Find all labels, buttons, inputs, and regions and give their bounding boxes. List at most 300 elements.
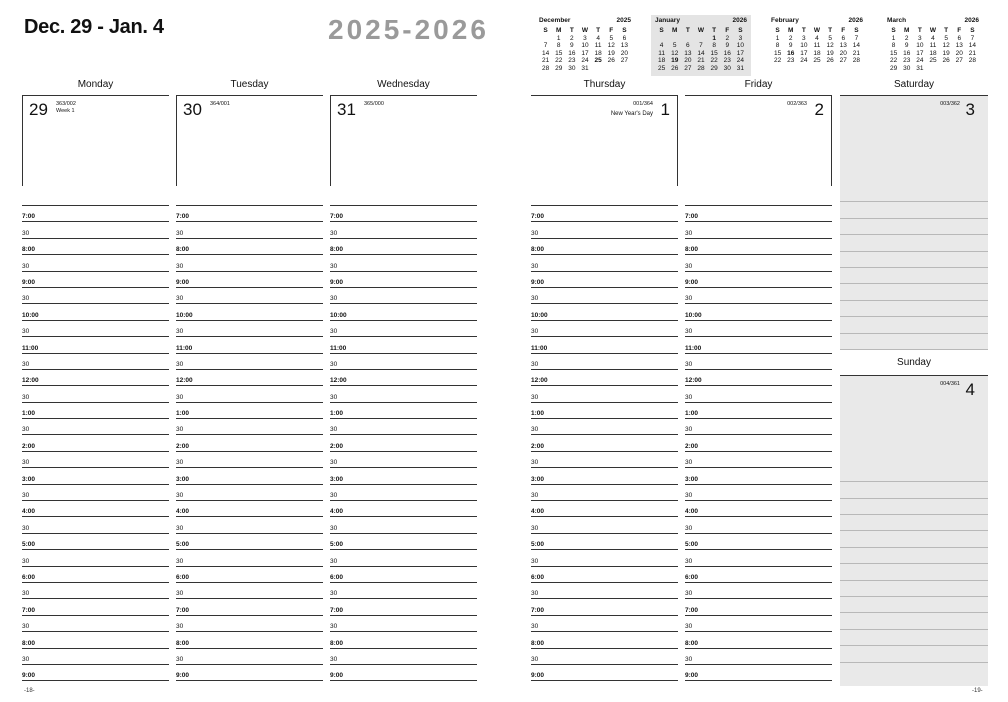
time-slot[interactable]: [176, 435, 323, 451]
time-slot[interactable]: [176, 452, 323, 468]
mini-calendar-day: 18: [657, 57, 666, 64]
time-slot[interactable]: [330, 239, 477, 255]
time-slot[interactable]: [330, 485, 477, 501]
time-slot[interactable]: [176, 419, 323, 435]
time-slot[interactable]: [685, 534, 832, 550]
time-slot[interactable]: [330, 599, 477, 615]
time-slot[interactable]: [22, 288, 169, 304]
time-label: 12:00: [176, 377, 193, 385]
time-slot[interactable]: [685, 403, 832, 419]
time-label: 30: [22, 459, 30, 467]
mini-calendar-day: 23: [568, 57, 576, 64]
time-slot[interactable]: [330, 583, 477, 599]
time-slot[interactable]: [22, 534, 169, 550]
mini-calendar-day: 24: [736, 57, 745, 64]
weekend-line[interactable]: [840, 646, 988, 662]
mini-calendar-day: 10: [736, 42, 745, 49]
weekend-line[interactable]: [840, 581, 988, 597]
time-slot[interactable]: [22, 567, 169, 583]
time-slot[interactable]: [531, 321, 678, 337]
time-label: 30: [330, 655, 338, 663]
time-slot[interactable]: [685, 632, 832, 648]
time-slot[interactable]: [531, 567, 678, 583]
mini-calendar-day: 21: [852, 49, 861, 57]
time-slot[interactable]: [330, 665, 477, 681]
time-slot[interactable]: [176, 222, 323, 238]
time-label: 8:00: [531, 246, 545, 254]
time-label: 4:00: [531, 508, 545, 516]
time-slot[interactable]: [685, 550, 832, 566]
time-label: 9:00: [531, 278, 545, 286]
mini-calendar-december: [535, 15, 635, 76]
time-slot[interactable]: [531, 485, 678, 501]
mini-calendar-day: [618, 65, 631, 73]
weekend-line[interactable]: [840, 186, 988, 202]
time-slot[interactable]: [330, 501, 477, 517]
time-slot[interactable]: [176, 255, 323, 271]
mini-calendar-day: 7: [970, 34, 975, 42]
time-label: 30: [531, 328, 539, 336]
time-slot[interactable]: [330, 534, 477, 550]
mini-calendar-day: 8: [712, 42, 716, 49]
time-label: 30: [22, 360, 30, 368]
time-slot[interactable]: [531, 304, 678, 320]
time-slot[interactable]: [531, 517, 678, 533]
time-slot[interactable]: [531, 222, 678, 238]
time-slot[interactable]: [176, 239, 323, 255]
time-slot[interactable]: [330, 419, 477, 435]
time-slot[interactable]: [531, 272, 678, 288]
weekend-line[interactable]: [840, 613, 988, 629]
time-slot[interactable]: [22, 649, 169, 665]
time-label: 30: [22, 295, 30, 303]
time-slot[interactable]: [531, 583, 678, 599]
time-label: 30: [330, 426, 338, 434]
time-slot[interactable]: [22, 370, 169, 386]
weekend-line[interactable]: [840, 219, 988, 235]
time-slot[interactable]: [330, 370, 477, 386]
time-slot[interactable]: [531, 370, 678, 386]
time-slot[interactable]: [22, 452, 169, 468]
time-slot[interactable]: [22, 255, 169, 271]
time-slot[interactable]: [22, 517, 169, 533]
weekday-letter: M: [788, 27, 794, 34]
time-slot[interactable]: [330, 321, 477, 337]
time-slot[interactable]: [330, 517, 477, 533]
time-slot[interactable]: [685, 485, 832, 501]
time-label: 6:00: [22, 573, 36, 581]
time-slot[interactable]: [176, 616, 323, 632]
mini-calendar-day: [655, 35, 668, 43]
time-slot[interactable]: [22, 485, 169, 501]
time-slot[interactable]: [330, 272, 477, 288]
time-label: 3:00: [176, 475, 190, 483]
time-label: 30: [531, 393, 539, 401]
mini-calendar-day: 23: [723, 57, 731, 64]
time-label: 30: [685, 590, 693, 598]
time-slot[interactable]: [22, 354, 169, 370]
time-label: 30: [685, 360, 693, 368]
time-label: 30: [176, 623, 184, 631]
mini-calendar-day: 23: [903, 57, 911, 64]
mini-calendar-day: 27: [684, 64, 692, 72]
time-slot[interactable]: [22, 222, 169, 238]
time-label: 3:00: [531, 475, 545, 483]
day-header: Monday: [22, 78, 169, 96]
weekend-line[interactable]: [840, 482, 988, 498]
weekday-letter: F: [609, 27, 614, 34]
day-divider: [685, 186, 832, 206]
weekend-line[interactable]: [840, 202, 988, 218]
time-slot[interactable]: [176, 321, 323, 337]
time-slot[interactable]: [685, 501, 832, 517]
time-slot[interactable]: [685, 304, 832, 320]
time-label: 10:00: [531, 311, 548, 319]
day-count: 364/001: [210, 101, 230, 107]
time-slot[interactable]: [176, 550, 323, 566]
time-label: 8:00: [685, 246, 699, 254]
time-label: 30: [685, 623, 693, 631]
time-slot[interactable]: [330, 567, 477, 583]
page-number-right: -19-: [972, 688, 983, 694]
time-slot[interactable]: [22, 337, 169, 353]
time-slot[interactable]: [685, 583, 832, 599]
mini-calendar-day: 6: [957, 34, 962, 42]
day-notes-box[interactable]: [685, 96, 832, 186]
time-label: 30: [176, 360, 184, 368]
time-slot[interactable]: [330, 255, 477, 271]
time-slot[interactable]: [176, 583, 323, 599]
time-slot[interactable]: [330, 337, 477, 353]
mini-calendar-day: 15: [773, 49, 782, 57]
time-slot[interactable]: [685, 370, 832, 386]
time-slot[interactable]: [176, 370, 323, 386]
time-slot[interactable]: [22, 501, 169, 517]
time-slot[interactable]: [330, 616, 477, 632]
time-label: 9:00: [330, 278, 344, 286]
mini-calendar-day: 29: [555, 64, 563, 72]
time-label: 30: [531, 360, 539, 368]
weekend-line[interactable]: [840, 334, 988, 350]
mini-calendar-day: 14: [852, 42, 861, 49]
time-slot[interactable]: [176, 632, 323, 648]
mini-calendar-day: 27: [620, 57, 629, 64]
mini-calendar-day: 22: [555, 57, 563, 64]
time-label: 9:00: [176, 278, 190, 286]
mini-calendar-day: 16: [568, 49, 576, 57]
time-slot[interactable]: [330, 222, 477, 238]
time-slot[interactable]: [685, 599, 832, 615]
time-slot[interactable]: [176, 288, 323, 304]
mini-calendar-day: 1: [712, 34, 716, 42]
mini-calendar-day: 12: [942, 42, 950, 49]
time-slot[interactable]: [531, 665, 678, 681]
mini-calendar-day: 15: [710, 49, 718, 57]
mini-calendar-day: 31: [916, 64, 924, 72]
time-slot[interactable]: [176, 534, 323, 550]
time-label: 7:00: [685, 606, 699, 614]
time-slot[interactable]: [330, 304, 477, 320]
time-slot[interactable]: [531, 386, 678, 402]
time-slot[interactable]: [531, 337, 678, 353]
time-slot[interactable]: [176, 468, 323, 484]
time-slot[interactable]: [685, 517, 832, 533]
time-slot[interactable]: [22, 468, 169, 484]
time-label: 8:00: [176, 246, 190, 254]
time-label: 2:00: [685, 442, 699, 450]
day-notes-box[interactable]: [531, 96, 678, 186]
time-slot[interactable]: [330, 354, 477, 370]
time-slot[interactable]: [176, 501, 323, 517]
time-slot[interactable]: [22, 386, 169, 402]
day-date: 30: [183, 100, 202, 119]
mini-calendar-day: 3: [802, 34, 806, 42]
time-label: 8:00: [176, 639, 190, 647]
mini-calendar-day: 14: [968, 42, 977, 49]
time-slot[interactable]: [531, 288, 678, 304]
day-count: 001/364: [633, 101, 653, 107]
time-slot[interactable]: [685, 435, 832, 451]
time-slot[interactable]: [330, 386, 477, 402]
page-number-left: -18-: [24, 688, 35, 694]
weekend-line[interactable]: [840, 301, 988, 317]
time-slot[interactable]: [685, 649, 832, 665]
time-slot[interactable]: [176, 517, 323, 533]
mini-calendar-day: [539, 35, 552, 43]
time-label: 30: [22, 492, 30, 500]
time-slot[interactable]: [22, 403, 169, 419]
weekend-line[interactable]: [840, 531, 988, 547]
mini-calendar-day: 20: [955, 49, 963, 57]
time-slot[interactable]: [330, 649, 477, 665]
time-label: 30: [330, 360, 338, 368]
mini-calendar-day: 20: [620, 49, 629, 57]
weekend-line[interactable]: [840, 548, 988, 564]
time-slot[interactable]: [531, 206, 678, 222]
time-slot[interactable]: [330, 435, 477, 451]
time-slot[interactable]: [330, 452, 477, 468]
mini-calendar-day: 6: [622, 34, 627, 42]
weekend-line[interactable]: [840, 564, 988, 580]
mini-calendar-day: 8: [556, 42, 561, 49]
mini-calendar-day: [668, 35, 681, 43]
time-slot[interactable]: [685, 665, 832, 681]
day-notes-box[interactable]: [176, 96, 323, 186]
mini-calendar-day: 10: [581, 42, 589, 49]
time-slot[interactable]: [22, 665, 169, 681]
time-slot[interactable]: [22, 304, 169, 320]
time-slot[interactable]: [176, 386, 323, 402]
mini-calendar-day: 16: [903, 49, 911, 57]
mini-calendar-day: 7: [854, 34, 859, 42]
time-slot[interactable]: [22, 321, 169, 337]
time-slot[interactable]: [22, 550, 169, 566]
weekday-letter: T: [685, 27, 690, 34]
time-slot[interactable]: [176, 304, 323, 320]
time-slot[interactable]: [22, 419, 169, 435]
weekend-line[interactable]: [840, 499, 988, 515]
weekend-line[interactable]: [840, 515, 988, 531]
time-slot[interactable]: [685, 452, 832, 468]
time-label: 7:00: [330, 606, 344, 614]
mini-calendar-day: 7: [699, 42, 703, 49]
day-notes-box[interactable]: [22, 96, 169, 186]
time-slot[interactable]: [685, 386, 832, 402]
day-annotation: New Year's Day: [610, 111, 653, 117]
time-slot[interactable]: [685, 321, 832, 337]
time-label: 10:00: [330, 311, 347, 319]
day-notes-box[interactable]: [330, 96, 477, 186]
time-slot[interactable]: [685, 616, 832, 632]
mini-calendar-day: 1: [556, 34, 561, 42]
mini-calendar-day: 17: [916, 49, 924, 57]
time-slot[interactable]: [685, 272, 832, 288]
mini-calendar-day: 7: [543, 42, 548, 49]
time-slot[interactable]: [685, 337, 832, 353]
time-label: 30: [22, 590, 30, 598]
time-slot[interactable]: [22, 435, 169, 451]
weekday-letter: S: [738, 27, 743, 34]
time-slot[interactable]: [176, 485, 323, 501]
time-slot[interactable]: [330, 550, 477, 566]
saturday-box[interactable]: [840, 96, 988, 186]
time-slot[interactable]: [22, 583, 169, 599]
weekend-line[interactable]: [840, 466, 988, 482]
time-slot[interactable]: [22, 616, 169, 632]
weekend-line[interactable]: [840, 630, 988, 646]
time-slot[interactable]: [531, 534, 678, 550]
time-slot[interactable]: [685, 288, 832, 304]
time-label: 5:00: [685, 541, 699, 549]
time-label: 5:00: [22, 541, 36, 549]
time-label: 30: [330, 524, 338, 532]
mini-calendar-day: 18: [813, 49, 821, 57]
time-slot[interactable]: [176, 649, 323, 665]
time-slot[interactable]: [531, 255, 678, 271]
time-slot[interactable]: [685, 255, 832, 271]
time-slot[interactable]: [531, 403, 678, 419]
time-slot[interactable]: [531, 239, 678, 255]
time-label: 30: [22, 262, 30, 270]
time-slot[interactable]: [531, 550, 678, 566]
time-slot[interactable]: [22, 272, 169, 288]
mini-calendar-day: 22: [710, 57, 718, 64]
time-slot[interactable]: [531, 649, 678, 665]
time-slot[interactable]: [685, 222, 832, 238]
mini-calendar-header: [771, 17, 863, 26]
time-slot[interactable]: [176, 337, 323, 353]
time-slot[interactable]: [531, 632, 678, 648]
time-slot[interactable]: [176, 665, 323, 681]
mini-calendar-day: 6: [841, 34, 846, 42]
time-slot[interactable]: [176, 403, 323, 419]
mini-calendar-day: 20: [839, 49, 847, 57]
time-slot[interactable]: [176, 599, 323, 615]
time-slot[interactable]: [176, 272, 323, 288]
time-slot[interactable]: [531, 435, 678, 451]
time-label: 9:00: [531, 672, 545, 680]
time-slot[interactable]: [531, 452, 678, 468]
time-slot[interactable]: [685, 468, 832, 484]
time-slot[interactable]: [685, 239, 832, 255]
time-slot[interactable]: [22, 206, 169, 222]
mini-calendar-day: 13: [955, 42, 963, 49]
time-label: 8:00: [22, 639, 36, 647]
time-slot[interactable]: [685, 419, 832, 435]
day-info: [364, 101, 384, 108]
time-label: 30: [685, 262, 693, 270]
time-slot[interactable]: [685, 206, 832, 222]
time-label: 30: [531, 492, 539, 500]
time-slot[interactable]: [330, 403, 477, 419]
sunday-header: Sunday: [840, 350, 988, 376]
time-slot[interactable]: [531, 354, 678, 370]
weekend-line[interactable]: [840, 268, 988, 284]
time-slot[interactable]: [531, 616, 678, 632]
time-slot[interactable]: [531, 419, 678, 435]
week-title: Dec. 29 - Jan. 4: [24, 16, 164, 38]
weekend-line[interactable]: [840, 317, 988, 333]
weekend-line[interactable]: [840, 597, 988, 613]
time-slot[interactable]: [531, 468, 678, 484]
mini-calendar-year: 2026: [732, 17, 747, 24]
time-label: 8:00: [330, 639, 344, 647]
time-slot[interactable]: [685, 354, 832, 370]
time-slot[interactable]: [685, 567, 832, 583]
day-info: [56, 101, 76, 115]
weekday-letter: W: [929, 27, 937, 34]
time-label: 30: [22, 328, 30, 336]
mini-calendar-march: [883, 15, 983, 76]
time-label: 2:00: [176, 442, 190, 450]
weekend-line[interactable]: [840, 252, 988, 268]
weekend-line[interactable]: [840, 284, 988, 300]
time-slot[interactable]: [330, 632, 477, 648]
weekend-line[interactable]: [840, 235, 988, 251]
time-slot[interactable]: [22, 239, 169, 255]
weekday-letter: W: [813, 27, 821, 34]
time-slot[interactable]: [330, 206, 477, 222]
time-slot[interactable]: [176, 354, 323, 370]
time-slot[interactable]: [22, 632, 169, 648]
time-slot[interactable]: [176, 206, 323, 222]
time-label: 7:00: [22, 213, 36, 221]
time-label: 7:00: [176, 606, 190, 614]
mini-calendar-day: 19: [607, 49, 615, 57]
weekday-letter: S: [970, 27, 975, 34]
time-slot[interactable]: [531, 501, 678, 517]
time-slot[interactable]: [330, 288, 477, 304]
time-label: 30: [531, 655, 539, 663]
mini-calendar-day: 1: [891, 34, 896, 42]
time-label: 30: [176, 328, 184, 336]
time-label: 4:00: [330, 508, 344, 516]
time-label: 8:00: [330, 246, 344, 254]
time-label: 2:00: [22, 442, 36, 450]
day-date: 1: [660, 100, 670, 119]
mini-calendar-day: 5: [672, 42, 677, 49]
sunday-box[interactable]: [840, 376, 988, 466]
time-slot[interactable]: [22, 599, 169, 615]
sunday-date: 4: [965, 379, 975, 399]
time-slot[interactable]: [531, 599, 678, 615]
time-slot[interactable]: [176, 567, 323, 583]
mini-calendar-day: 22: [773, 57, 782, 64]
mini-calendar-day: 12: [607, 42, 615, 49]
time-slot[interactable]: [330, 468, 477, 484]
mini-calendar-day: 19: [671, 57, 679, 64]
time-label: 9:00: [176, 672, 190, 680]
